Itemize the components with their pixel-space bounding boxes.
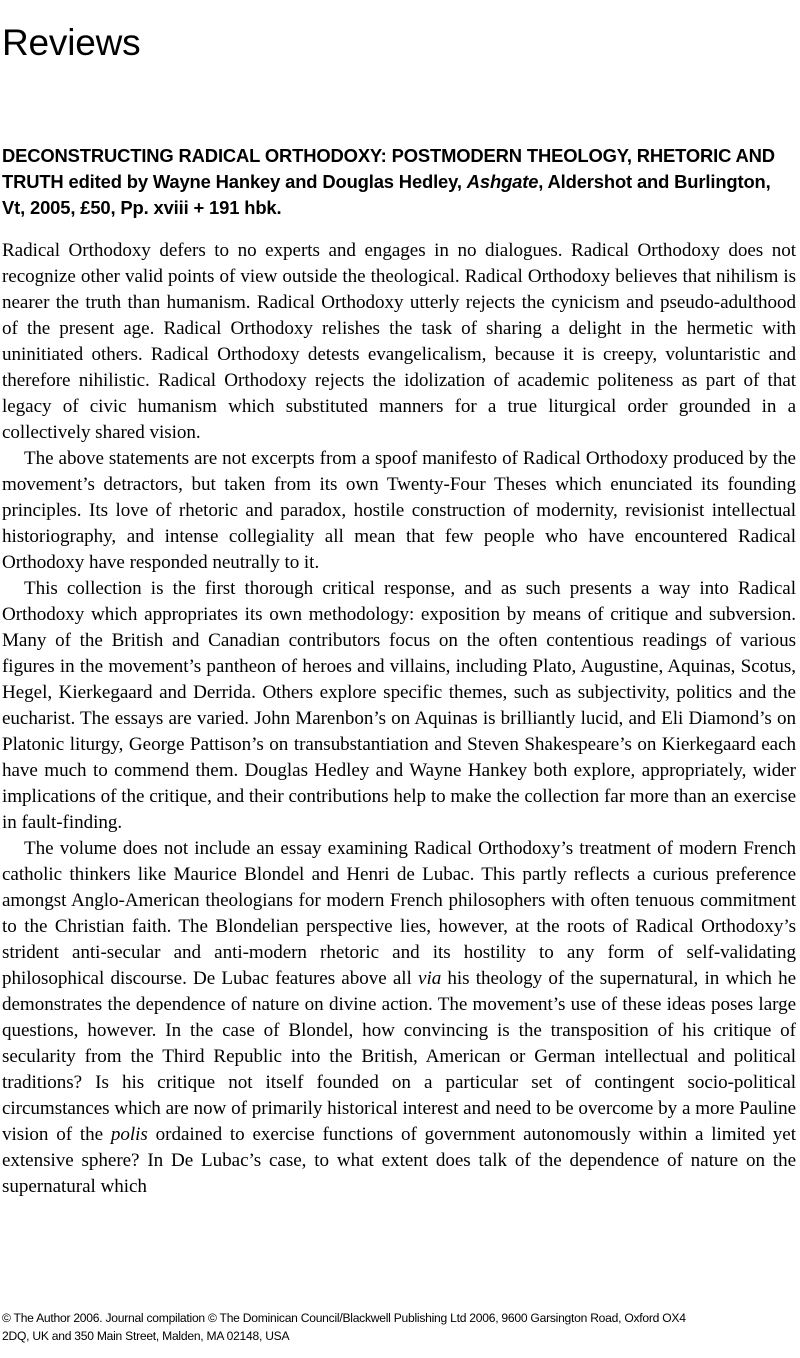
plain-text: ordained to exercise functions of government autonomously within a limited yet extensive sphere? In De Lubac’s case, to what extent does talk of the dependence of nature on the supernatural which bbox=[2, 1124, 796, 1197]
paragraph-2: The above statements are not excerpts from a spoof manifesto of Radical Orthodoxy produced by the movement’s detractors, but taken from its own Twenty-Four Theses which enunciated its founding principles. Its love of rhetoric and paradox, hostile construction of modernity, revisionist intellectual historiography, and intense collegiality all mean that few people who have encountered Radical Orthodoxy have responded neutrally to it. bbox=[2, 448, 796, 573]
book-reference-heading bbox=[2, 143, 796, 221]
emphasis-text: via bbox=[418, 968, 442, 989]
paragraph-3: This collection is the first thorough critical response, and as such presents a way into Radical Orthodoxy which appropriates its own methodology: exposition by means of critique and subversion. Many of the British and Canadian contributors focus on the often contentious readings of various figures in the movement’s pantheon of heroes and villains, including Plato, Augustine, Aquinas, Scotus, Hegel, Kierkegaard and Derrida. Others explore specific themes, such as subjectivity, politics and the eucharist. The essays are varied. John Marenbon’s on Aquinas is brilliantly lucid, and Eli Diamond’s on Platonic liturgy, George Pattison’s on transubstantiation and Steven Shakespeare’s on Kierkegaard each have much to commend them. Douglas Hedley and Wayne Hankey both explore, appropriately, wider implications of the critique, and their contributions help to make the collection far more than an exercise in fault-finding. bbox=[2, 578, 796, 833]
book-heading-part-one: DECONSTRUCTING RADICAL ORTHODOXY: POSTMODERN THEOLOGY, RHETORIC AND TRUTH edited by Wayne Hankey and Douglas Hedley, bbox=[2, 145, 775, 192]
publisher-name: Ashgate bbox=[466, 171, 539, 192]
paragraph-1: Radical Orthodoxy defers to no experts and engages in no dialogues. Radical Orthodoxy does not recognize other valid points of view outside the theological. Radical Orthodoxy believes that nihilism is nearer the truth than humanism. Radical Orthodoxy utterly rejects the cynicism and pseudo-adulthood of the present age. Radical Orthodoxy relishes the task of sharing a delight in the hermetic with uninitiated others. Radical Orthodoxy detests evangelicalism, because it is creepy, voluntaristic and therefore nihilistic. Radical Orthodoxy rejects the idolization of academic politeness as part of that legacy of civic humanism which substituted manners for a true liturgical order grounded in a collectively shared vision. bbox=[2, 240, 796, 443]
paragraph-4 bbox=[2, 836, 796, 1200]
copyright-line-two: 2DQ, UK and 350 Main Street, Malden, MA 02148, USA bbox=[2, 1329, 290, 1343]
copyright-line-one: © The Author 2006. Journal compilation © The Dominican Council/Blackwell Publishing Ltd 2006, 9600 Garsington Road, Oxford OX4 bbox=[2, 1311, 686, 1325]
book-heading-part-two: , Aldershot and Burlington, Vt, 2005, £50, Pp. xviii + 191 hbk. bbox=[2, 171, 771, 218]
emphasis-text: polis bbox=[110, 1124, 148, 1145]
plain-text: The volume does not include an essay examining Radical Orthodoxy’s treatment of modern French catholic thinkers like Maurice Blondel and Henri de Lubac. This partly reflects a curious preference amongst Anglo-American theologians for modern French philosophers with often tenuous commitment to the Christian faith. The Blondelian perspective lies, however, at the roots of Radical Orthodoxy’s strident anti-secular and anti-modern rhetoric and its hostility to any form of self-validating philosophical discourse. De Lubac features above all bbox=[2, 838, 796, 989]
plain-text: his theology of the supernatural, in which he demonstrates the dependence of nature on divine action. The movement’s use of these ideas poses large questions, however. In the case of Blondel, how convincing is the transposition of his critique of secularity from the Third Republic into the British, American or German intellectual and political traditions? Is his critique not itself founded on a particular set of contingent socio-political circumstances which are now of primarily historical interest and need to be overcome by a more Pauline vision of the bbox=[2, 968, 796, 1145]
copyright-footer bbox=[2, 1309, 798, 1345]
review-body bbox=[2, 238, 796, 1200]
page-title: Reviews bbox=[2, 21, 141, 63]
